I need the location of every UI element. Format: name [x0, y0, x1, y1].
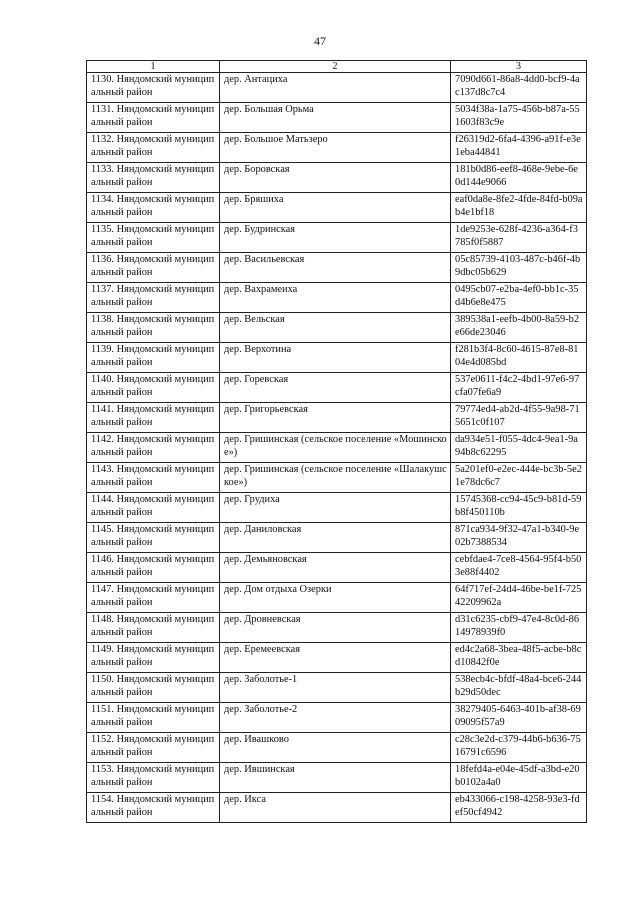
uuid-cell: 181b0d86-eef8-468e-9ebe-6e0d144e9066 [451, 163, 587, 193]
region-cell: 1153. Няндомский муниципальный район [87, 763, 220, 793]
table-row [87, 133, 587, 163]
uuid-cell: 5a201ef0-e2ec-444e-bc3b-5e21e78dc6c7 [451, 463, 587, 493]
uuid-cell: eb433066-c198-4258-93e3-fdef50cf4942 [451, 793, 587, 823]
place-cell: дер. Заболотье-2 [220, 703, 451, 733]
region-cell: 1133. Няндомский муниципальный район [87, 163, 220, 193]
place-cell: дер. Вельская [220, 313, 451, 343]
uuid-cell: da934e51-f055-4dc4-9ea1-9a94b8c62295 [451, 433, 587, 463]
uuid-cell: c28c3e2d-c379-44b6-b636-7516791c6596 [451, 733, 587, 763]
table-body [87, 73, 587, 823]
region-cell: 1146. Няндомский муниципальный район [87, 553, 220, 583]
region-cell: 1142. Няндомский муниципальный район [87, 433, 220, 463]
table-row [87, 733, 587, 763]
region-cell: 1154. Няндомский муниципальный район [87, 793, 220, 823]
table-row [87, 703, 587, 733]
region-cell: 1139. Няндомский муниципальный район [87, 343, 220, 373]
uuid-cell: ed4c2a68-3bea-48f5-acbe-b8cd10842f0e [451, 643, 587, 673]
table-row [87, 373, 587, 403]
place-cell: дер. Заболотье-1 [220, 673, 451, 703]
region-cell: 1145. Няндомский муниципальный район [87, 523, 220, 553]
uuid-cell: cebfdae4-7ce8-4564-95f4-b503e88f4402 [451, 553, 587, 583]
uuid-cell: f26319d2-6fa4-4396-a91f-e3e1eba44841 [451, 133, 587, 163]
region-cell: 1132. Няндомский муниципальный район [87, 133, 220, 163]
table-row [87, 583, 587, 613]
place-cell: дер. Еремеевская [220, 643, 451, 673]
region-cell: 1148. Няндомский муниципальный район [87, 613, 220, 643]
table-row [87, 523, 587, 553]
table-row [87, 73, 587, 103]
uuid-cell: d31c6235-cbf9-47e4-8c0d-8614978939f0 [451, 613, 587, 643]
place-cell: дер. Васильевская [220, 253, 451, 283]
place-cell: дер. Григорьевская [220, 403, 451, 433]
table-row [87, 643, 587, 673]
place-cell: дер. Боровская [220, 163, 451, 193]
table-row [87, 313, 587, 343]
uuid-cell: 389538a1-eefb-4b00-8a59-b2e66de23046 [451, 313, 587, 343]
region-cell: 1131. Няндомский муниципальный район [87, 103, 220, 133]
table-row [87, 283, 587, 313]
region-cell: 1137. Няндомский муниципальный район [87, 283, 220, 313]
table-row [87, 763, 587, 793]
uuid-cell: 537e0611-f4c2-4bd1-97e6-97cfa07fe6a9 [451, 373, 587, 403]
region-cell: 1140. Няндомский муниципальный район [87, 373, 220, 403]
uuid-cell: f281b3f4-8c60-4615-87e8-8104e4d085bd [451, 343, 587, 373]
place-cell: дер. Дровневская [220, 613, 451, 643]
uuid-cell: 1de9253e-628f-4236-a364-f3785f0f5887 [451, 223, 587, 253]
region-cell: 1144. Няндомский муниципальный район [87, 493, 220, 523]
table-row [87, 553, 587, 583]
region-cell: 1134. Няндомский муниципальный район [87, 193, 220, 223]
uuid-cell: 05c85739-4103-487c-b46f-4b9dbc05b629 [451, 253, 587, 283]
region-cell: 1149. Няндомский муниципальный район [87, 643, 220, 673]
uuid-cell: 79774ed4-ab2d-4f55-9a98-715651c0f107 [451, 403, 587, 433]
place-cell: дер. Ившинская [220, 763, 451, 793]
place-cell: дер. Гришинская (сельское поселение «Шалакушское») [220, 463, 451, 493]
table-row [87, 163, 587, 193]
region-cell: 1138. Няндомский муниципальный район [87, 313, 220, 343]
uuid-cell: 7090d661-86a8-4dd0-bcf9-4ac137d8c7c4 [451, 73, 587, 103]
place-cell: дер. Ивашково [220, 733, 451, 763]
region-cell: 1141. Няндомский муниципальный район [87, 403, 220, 433]
place-cell: дер. Даниловская [220, 523, 451, 553]
table-row [87, 493, 587, 523]
column-header-3: 3 [451, 61, 587, 73]
uuid-cell: eaf0da8e-8fe2-4fde-84fd-b09ab4e1bf18 [451, 193, 587, 223]
table-row [87, 433, 587, 463]
table-row [87, 463, 587, 493]
registry-table [86, 60, 587, 823]
place-cell: дер. Демьяновская [220, 553, 451, 583]
table-row [87, 223, 587, 253]
table-row [87, 403, 587, 433]
place-cell: дер. Антациха [220, 73, 451, 103]
region-cell: 1130. Няндомский муниципальный район [87, 73, 220, 103]
place-cell: дер. Верхотина [220, 343, 451, 373]
uuid-cell: 15745368-cc94-45c9-b81d-59b8f450110b [451, 493, 587, 523]
table-row [87, 673, 587, 703]
uuid-cell: 38279405-6463-401b-af38-6909095f57a9 [451, 703, 587, 733]
uuid-cell: 0495cb07-e2ba-4ef0-bb1c-35d4b6e8e475 [451, 283, 587, 313]
place-cell: дер. Горевская [220, 373, 451, 403]
place-cell: дер. Дом отдыха Озерки [220, 583, 451, 613]
region-cell: 1136. Няндомский муниципальный район [87, 253, 220, 283]
place-cell: дер. Вахрамеиха [220, 283, 451, 313]
uuid-cell: 871ca934-9f32-47a1-b340-9e02b7388534 [451, 523, 587, 553]
table-row [87, 193, 587, 223]
header-row [87, 61, 587, 73]
table-row [87, 793, 587, 823]
page-number: 47 [314, 34, 326, 48]
column-header-1: 1 [87, 61, 220, 73]
table-header [87, 61, 587, 73]
region-cell: 1152. Няндомский муниципальный район [87, 733, 220, 763]
table-row [87, 343, 587, 373]
uuid-cell: 64f717ef-24d4-46be-be1f-72542209962a [451, 583, 587, 613]
place-cell: дер. Большая Орьма [220, 103, 451, 133]
place-cell: дер. Большое Матьзеро [220, 133, 451, 163]
table-row [87, 613, 587, 643]
region-cell: 1151. Няндомский муниципальный район [87, 703, 220, 733]
place-cell: дер. Бряшиха [220, 193, 451, 223]
uuid-cell: 18fefd4a-e04e-45df-a3bd-e20b0102a4a0 [451, 763, 587, 793]
place-cell: дер. Будринская [220, 223, 451, 253]
place-cell: дер. Грудиха [220, 493, 451, 523]
region-cell: 1135. Няндомский муниципальный район [87, 223, 220, 253]
place-cell: дер. Гришинская (сельское поселение «Мошинское») [220, 433, 451, 463]
column-header-2: 2 [220, 61, 451, 73]
region-cell: 1143. Няндомский муниципальный район [87, 463, 220, 493]
table-row [87, 253, 587, 283]
region-cell: 1150. Няндомский муниципальный район [87, 673, 220, 703]
place-cell: дер. Икса [220, 793, 451, 823]
table-row [87, 103, 587, 133]
region-cell: 1147. Няндомский муниципальный район [87, 583, 220, 613]
uuid-cell: 5034f38a-1a75-456b-b87a-551603f83c9e [451, 103, 587, 133]
uuid-cell: 538ecb4c-bfdf-48a4-bce6-244b29d50dec [451, 673, 587, 703]
